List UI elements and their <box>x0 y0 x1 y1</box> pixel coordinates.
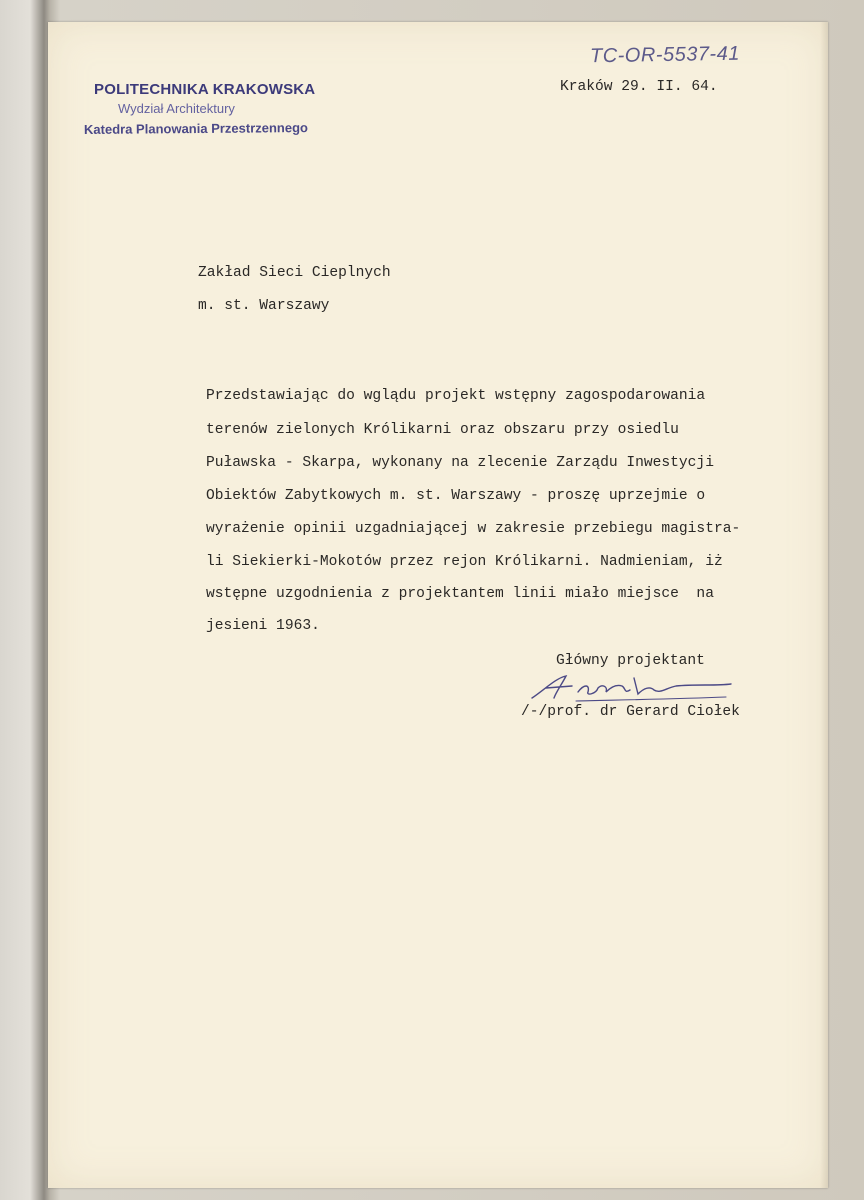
body-line-1: Przedstawiając do wglądu projekt wstępny zagospodarowania <box>206 388 706 404</box>
signature-title: Główny projektant <box>556 653 705 669</box>
body-line-7: wstępne uzgodnienia z projektantem linii miało miejsce na <box>206 586 714 602</box>
recipient-line-2: m. st. Warszawy <box>198 298 330 314</box>
archive-code-handwritten: TC-OR-5537-41 <box>589 42 741 68</box>
body-line-5: wyrażenie opinii uzgadniającej w zakresie przebiegu magistra- <box>206 521 741 537</box>
handwritten-signature <box>526 670 736 704</box>
letter-date: Kraków 29. II. 64. <box>560 79 718 95</box>
body-line-2: terenów zielonych Królikarni oraz obszaru przy osiedlu <box>206 422 679 438</box>
page-edge-shadow <box>820 22 828 1188</box>
stamp-department-name: Katedra Planowania Przestrzennego <box>83 120 309 137</box>
body-line-4: Obiektów Zabytkowych m. st. Warszawy - proszę uprzejmie o <box>206 488 706 504</box>
body-line-3: Puławska - Skarpa, wykonany na zlecenie Zarządu Inwestycji <box>206 455 714 471</box>
letter-page <box>48 22 828 1188</box>
stamp-faculty-name: Wydział Architektury <box>118 101 235 116</box>
recipient-line-1: Zakład Sieci Cieplnych <box>198 265 391 281</box>
stamp-university-name: POLITECHNIKA KRAKOWSKA <box>94 81 316 98</box>
body-line-6: li Siekierki-Mokotów przez rejon Królikarni. Nadmieniam, iż <box>206 554 723 570</box>
signature-name: /-/prof. dr Gerard Ciołek <box>521 704 740 720</box>
body-line-8: jesieni 1963. <box>206 618 320 634</box>
